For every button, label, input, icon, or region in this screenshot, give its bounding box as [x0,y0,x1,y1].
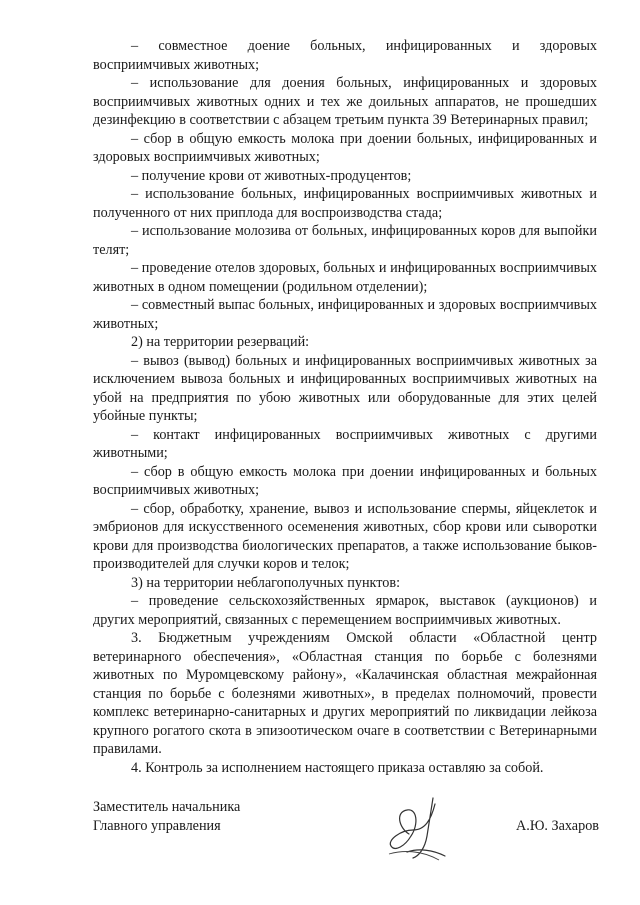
list-item: – использование молозива от больных, инфицированных коров для выпойки телят; [93,223,597,258]
list-item: – контакт инфицированных восприимчивых животных с другими животными; [93,426,597,461]
paragraph: 3. Бюджетным учреждениям Омской области «Областной центр ветеринарного обеспечения», «Областная станция по борьбе с болезнями животных по Муромцевскому району», «Калачинская областная межрайонная станция по борьбе с болезнями животных», в пределах полномочий, провести комплекс ветеринарно-санитарных и других мероприятий по ликвидации лейкоза крупного рогатого скота в эпизоотическом очаге в соответствии с Ветеринарными правилами. [93,630,597,757]
list-item: – получение крови от животных-продуцентов; [131,167,412,184]
section-heading: 2) на территории резерваций: [131,334,310,350]
signer-name: А.Ю. Захаров [516,817,599,834]
document-body [93,37,597,777]
list-item: – проведение отелов здоровых, больных и инфицированных восприимчивых животных в одном помещении (родильном отделении); [93,260,597,295]
handwritten-signature [373,790,463,870]
list-item: – использование для доения больных, инфицированных и здоровых восприимчивых животных одних и тех же доильных аппаратов, не прошедших дезинфекцию в соответствии с абзацем третьим пункта 39 Ветеринарных правил; [93,75,597,128]
list-item: – совместный выпас больных, инфицированных и здоровых восприимчивых животных; [93,297,597,332]
list-item: – проведение сельскохозяйственных ярмарок, выставок (аукционов) и других мероприятий, связанных с перемещением восприимчивых животных. [93,593,597,628]
section-heading: 3) на территории неблагополучных пунктов: [131,574,401,591]
list-item: – сбор в общую емкость молока при доении больных, инфицированных и здоровых восприимчивых животных; [93,130,597,165]
list-item: – вывоз (вывод) больных и инфицированных восприимчивых животных за исключением вывоза больных и инфицированных восприимчивых животных на убой на предприятия по убою животных или оборудованные для этих целей убойные пункты; [93,352,597,424]
signer-position [93,798,240,835]
signer-position-line: Главного управления [93,817,221,834]
list-item: – использование больных, инфицированных восприимчивых животных и полученного от них приплода для воспроизводства стада; [93,186,597,221]
list-item: – сбор в общую емкость молока при доении инфицированных и больных восприимчивых животных; [93,463,597,498]
signer-position-line: Заместитель начальника [93,799,241,815]
list-item: – сбор, обработку, хранение, вывоз и использование спермы, яйцеклеток и эмбрионов для искусственного осеменения животных, сбор крови или сыворотки крови для производства биологических препаратов, а также использование быков-производителей для случки коров и телок; [93,500,597,572]
paragraph: 4. Контроль за исполнением настоящего приказа оставляю за собой. [131,759,544,776]
list-item: – совместное доение больных, инфицированных и здоровых восприимчивых животных; [93,38,597,73]
